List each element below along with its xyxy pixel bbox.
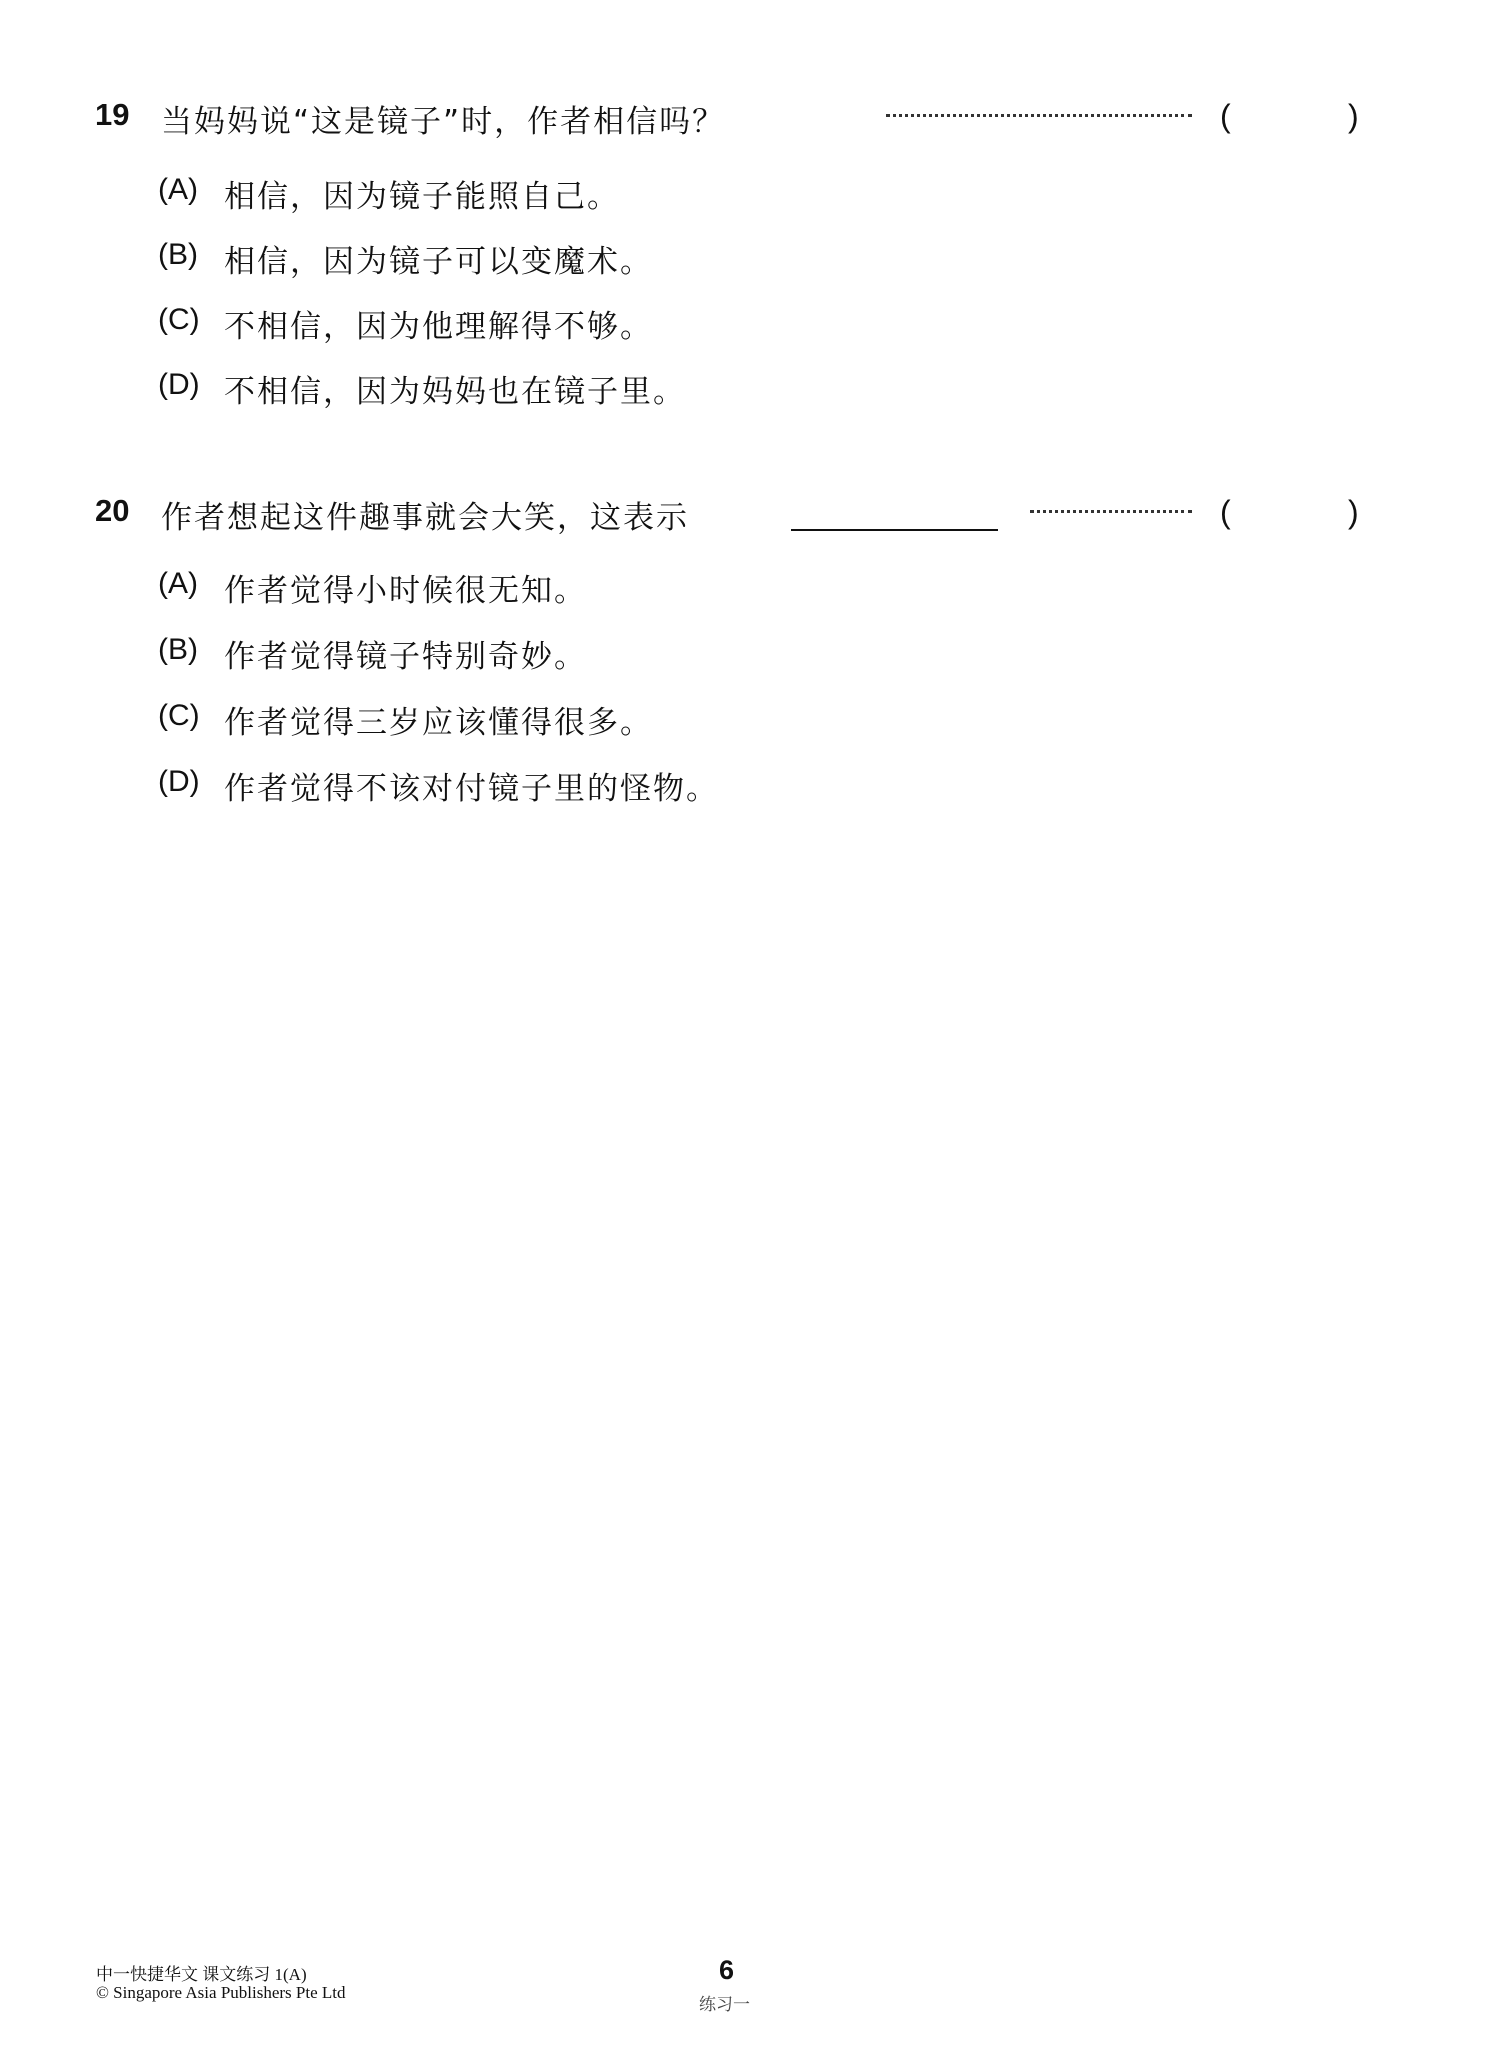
option-label: (D) bbox=[158, 765, 200, 798]
option-text: 相信，因为镜子能照自己。 bbox=[224, 179, 620, 215]
option-label: (B) bbox=[158, 238, 198, 271]
copyright: © Singapore Asia Publishers Pte Ltd bbox=[96, 1983, 346, 2002]
question-text: 作者想起这件趣事就会大笑，这表示 bbox=[161, 500, 689, 536]
answer-paren-open: ( bbox=[1220, 98, 1231, 134]
option-label: (A) bbox=[158, 173, 198, 206]
answer-box[interactable] bbox=[1240, 96, 1344, 136]
answer-paren-close: ) bbox=[1348, 98, 1359, 134]
question-number: 19 bbox=[95, 97, 130, 132]
section-label: 练习一 bbox=[699, 1995, 750, 2014]
option-label: (D) bbox=[158, 368, 200, 401]
option-text: 相信，因为镜子可以变魔术。 bbox=[224, 244, 653, 280]
fill-in-blank[interactable] bbox=[791, 529, 998, 531]
option-label: (C) bbox=[158, 303, 200, 336]
option-text: 作者觉得三岁应该懂得很多。 bbox=[224, 705, 653, 741]
leader-dots bbox=[886, 114, 1192, 117]
leader-dots bbox=[1030, 510, 1192, 513]
question-text: 当妈妈说“这是镜子”时，作者相信吗？ bbox=[161, 104, 726, 140]
option-label: (A) bbox=[158, 567, 198, 600]
option-text: 不相信，因为他理解得不够。 bbox=[224, 309, 653, 345]
option-label: (B) bbox=[158, 633, 198, 666]
answer-box[interactable] bbox=[1240, 492, 1344, 532]
option-text: 作者觉得镜子特别奇妙。 bbox=[224, 639, 587, 675]
option-label: (C) bbox=[158, 699, 200, 732]
answer-paren-close: ) bbox=[1348, 494, 1359, 530]
page-number: 6 bbox=[719, 1955, 735, 1985]
answer-paren-open: ( bbox=[1220, 494, 1231, 530]
option-text: 作者觉得不该对付镜子里的怪物。 bbox=[224, 771, 719, 807]
question-number: 20 bbox=[95, 493, 130, 528]
book-title: 中一快捷华文 课文练习 1(A) bbox=[96, 1965, 307, 1984]
option-text: 作者觉得小时候很无知。 bbox=[224, 573, 587, 609]
option-text: 不相信，因为妈妈也在镜子里。 bbox=[224, 374, 686, 410]
